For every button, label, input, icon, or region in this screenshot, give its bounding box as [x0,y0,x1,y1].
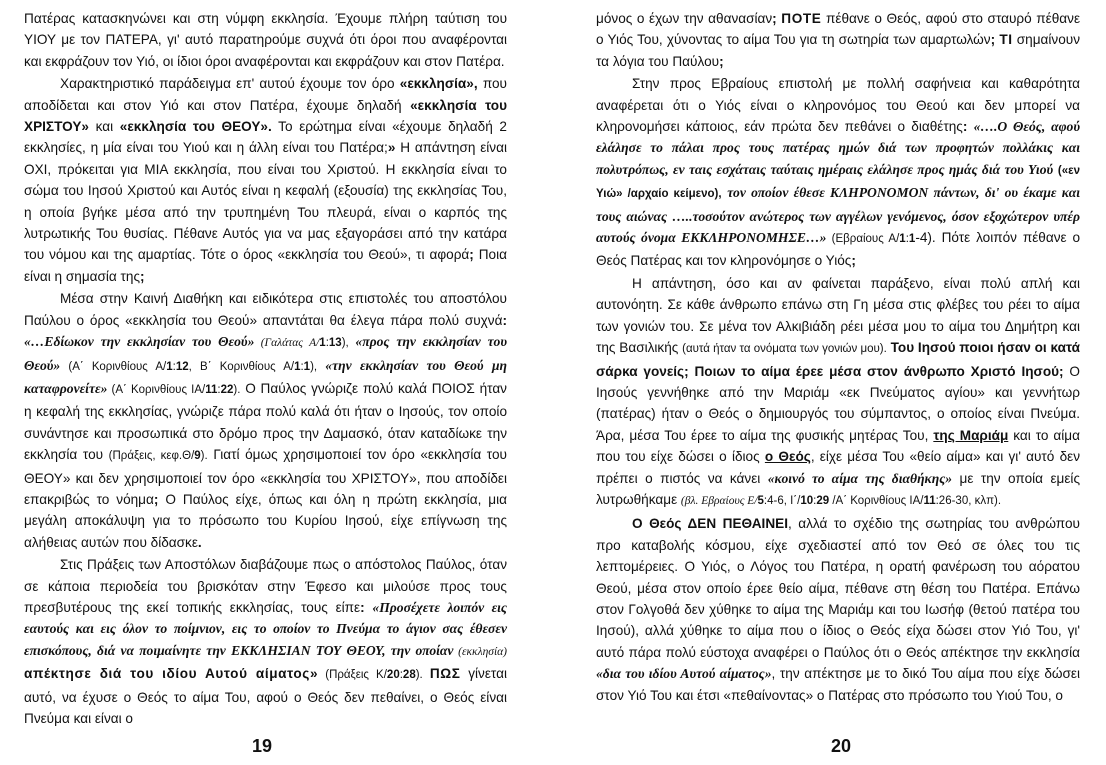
underlined-term: της Μαριάμ [933,427,1009,443]
text-run: μόνος ο έχων την αθανασίαν [596,11,773,26]
text-run: Ποια είναι η σημασία της [24,247,507,284]
text-run: Ο Παύλος είχε, όπως και όλη η πρώτη εκκλησία, μια μεγάλη αποκάλυψη για το πρόσωπο του Κυρίου Ιησού, είχε επίγνωση της αλήθειας αυτών που δίδασκε [24,491,507,550]
reference: ). [415,669,430,682]
reference-number: 22 [220,383,234,396]
reference: :26-30, κλπ). [935,494,1002,507]
reference-number: 28 [402,669,416,682]
bold-mark: ; [153,491,159,507]
reference: ). [200,450,208,463]
reference: : [399,669,403,682]
bold-mark: ; [772,11,777,26]
reference: : [325,337,329,350]
text-run: γίνεται αυτό, να έχυσε ο Θεός το αίμα Του, αφού ο Θεός δεν πεθαίνει, ο Θεός είναι Πνεύμα και είναι ο [24,666,507,726]
bold-question-word: ΠΟΤΕ [781,11,822,26]
scripture-quote-bold: απέκτησε διά του ιδίου Αυτού αίματος» [24,666,319,682]
text-run: Ο Παύλος γνώριζε πολύ καλά ΠΟΙΟΣ ήταν η κεφαλή της εκκλησίας, γνώριζε πάρα πολύ καλά ότι ήταν ο Ιησούς, τον οποίο συνάντησε και προσωπικά στο δρόμο προς την Δαμασκό, όταν καταδίωκε την εκκλησία του [24,380,507,463]
inline-note: (αυτά ήταν τα ονόματα των γονιών μου). [682,343,887,356]
text-run: με την οποία εμείς λυτρωθήκαμε [596,470,1081,507]
scripture-quote: «…Εδίωκον την εκκλησίαν του Θεού» [24,334,255,350]
bold-mark: ; [469,247,474,263]
page-number: 19 [251,736,273,756]
text-run: πέθανε ο Θεός, αφού στο σταυρό πέθανε ο Υιός Του, χύνοντας το αίμα Του για τη σωτηρία των αμαρτωλών [596,11,1081,48]
inline-note: («εν Υιώ» /αρχαίο κείμενο), [596,164,1081,201]
bold-question: Του Ιησού ποιοι ήσαν οι κατά σάρκα γονείς; Ποιων το αίμα έρεε μέσα στον άνθρωπο Χριστό Ιησού; [596,340,1080,379]
reference-number: 13 [328,337,342,350]
reference: (Πράξεις Κ/ [318,669,387,682]
bold-mark: » [387,140,396,156]
text-run: Μέσα στην Καινή Διαθήκη και ειδικότερα στις επιστολές του αποστόλου Παύλου ο όρος «εκκλησία του Θεού» απαντάται θα έλεγα πάρα πολύ συχνά [24,291,507,328]
paragraph-text: Πατέρας κατασκηνώνει και στη νύμφη εκκλησία. Έχουμε πλήρη ταύτιση του ΥΙΟΥ με τον ΠΑΤΕΡΑ, γι' αυτό παρατηρούμε συχνά ότι όροι που αναφέρονται και εκφράζουν τον Υιό, οι ίδιοι όροι αναφέρονται και εκφράζουν και στον Πατέρα. [24,11,507,69]
bold-term: «εκκλησία του ΧΡΙΣΤΟΥ» [24,97,507,135]
paragraph [596,73,1080,272]
paragraph [596,513,1080,706]
scripture-quote: «δια του ιδίου Αυτού αίματος» [596,666,772,682]
text-run: και [88,119,120,135]
underlined-term: ο Θεός [764,449,811,465]
reference: : [813,494,817,507]
scripture-quote: «προς την εκκλησίαν του Θεού» [24,334,507,373]
reference: ), [310,360,326,373]
paragraph [24,554,507,729]
reference-number: 20 [386,669,400,682]
reference: : [172,360,176,373]
text-run: , αλλά το σχέδιο της σωτηρίας του ανθρώπου προ καταβολής κόσμου, είχε σχεδιαστεί από τον Θεό σε όλες του τις λεπτομέρειες. Ο Υιός, ο Λόγος του Πατέρα, η ορατή φανέρωση του αόρατου Θεού, μέσα στον οποίο έρεε θείο αίμα, πέθανε στη θέση του Πατέρα. Επάνω στον Γολγοθά δεν χύθηκε το αίμα της Μαριάμ και του Ιωσήφ (θετού πατέρα του Ιησού), αλλά χύθηκε το αίμα που ο ίδιος ο Θεός είχα δώσει στον Υιό Του, γι' αυτό πάρα πολύ εύστοχα αναφέρει ο Παύλος ότι ο Θεός απέκτησε την εκκλησία [596,516,1080,660]
text-run: που αποδίδεται και στον Υιό και στον Πατέρα, έχουμε δηλαδή [24,76,507,113]
bold-term: «εκκλησία», [399,76,478,92]
reference-number: 1 [294,360,301,373]
text-run: Χαρακτηριστικό παράδειγμα επ' αυτού έχουμε τον όρο [60,76,400,92]
text-run: Το ερώτημα είναι «έχουμε δηλαδή 2 εκκλησίες, η μία είναι του Υιού και η άλλη είναι του Πατέρα; [24,119,507,156]
bold-mark: ; [851,253,856,269]
scripture-quote: «….Ο Θεός, αφού ελάλησε το πάλαι προς τους πατέρας ημών διά των προφητών πολλάκις και πολυτρόπως, εν ταις εσχάταις ταύταις ημέραις ελάλησε προς ημάς διά του Υιού [596,119,1080,177]
reference: ), [341,337,356,350]
reference: ). [233,383,241,396]
reference-number: 12 [175,360,189,373]
reference: /Α΄ Κορινθίους ΙΑ/ [829,494,924,507]
reference-number: 1 [166,360,173,373]
reference: (Α΄ Κορινθίους ΙΑ/ [107,383,206,396]
reference-number: 1 [899,233,906,246]
reference: (βλ. Εβραίους Ε/ [680,494,758,507]
text-run: Στις Πράξεις των Αποστόλων διαβάζουμε πως ο απόστολος Παύλος, όταν σε κάποια περιοδεία του βρισκόταν στην Έφεσο και μιλούσε προς τους πρεσβυτέρους της εκεί τοπικής εκκλησίας, τους είπε [24,557,507,615]
text-run: Ο Ιησούς γεννήθηκε από την Μαριάμ «εκ Πνεύματος αγίου» και γεννήτωρ (πατέρας) ήταν ο Θεός ο δημιουργός του σύμπαντος, ο οποίος είναι Πνεύμα. Άρα, μέσα Του έρεε το αίμα της φυσικής μητέρας Του, [596,363,1080,443]
reference: :4-6, Ι΄/ [763,494,801,507]
reference: , Β΄ Κορινθίους Α/ [188,360,295,373]
bold-mark: : [502,312,507,328]
paragraph [24,288,507,553]
reference-number: 5 [757,494,764,507]
bold-mark: ; [140,268,145,284]
text-run: -4). Πότε λοιπόν πέθανε ο Θεός Πατέρας και τον κληρονόμησε ο Υιός [596,230,1081,269]
reference: (Γαλάτας Α/ [254,337,320,350]
reference: : [905,233,909,246]
reference-number: 11 [923,494,936,507]
bold-term: «εκκλησία του ΘΕΟΥ». [119,119,272,135]
text-run: , την απέκτησε με το δικό Του αίμα που είχε δώσει στον Υιό Του και έτσι «πεθαίνοντας» ο Πατέρας στο πρόσωπο του Υιού Του, ο [596,666,1081,703]
scripture-quote: «κοινό το αίμα της διαθήκης» [767,470,953,486]
text-run: Η απάντηση είναι ΟΧΙ, πρόκειται για ΜΙΑ εκκλησία, που είναι του Χριστού. Η εκκλησία είναι το σώμα του Ιησού Χριστού και Αυτός είναι η κεφαλή (εξουσία) της εκκλησίας Του, η οποία βγήκε μέσα από την τρυπημένη Του πλευρά, είναι ο καρπός της λυτρωτικής Του θυσίας. Πέθανε Αυτός για να μας εξαγοράσει από την κατάρα του νόμου και της αμαρτίας. Τότε ο όρος «εκκλησία του Θεού», τι αφορά [24,140,507,263]
paragraph [596,273,1080,512]
reference: (Α΄ Κορινθίους Α/ [60,360,167,373]
right-page [596,8,1080,765]
text-run: , είχε μέσα Του «θείο αίμα» και γι' αυτό δεν πρέπει ο πιστός να κάνει [596,449,1081,486]
reference-number: 9 [194,450,201,463]
reference-number: 29 [816,494,830,507]
paragraph [24,73,507,287]
bold-mark: : [962,119,968,135]
page-number: 20 [830,736,852,756]
text-run: και το αίμα που του είχε δώσει ο ίδιος [596,427,1081,465]
paragraph [24,8,507,72]
bold-mark: : [360,599,365,615]
reference: (Πράξεις, κεφ.Θ/ [108,450,195,463]
paragraph [596,8,1080,72]
reference-number: 1 [319,337,326,350]
reference: (Εβραίους Α/ [826,233,900,246]
text-run: Γιατί όμως χρησιμοποιεί τον όρο «εκκλησία του ΘΕΟΥ» και δεν χρησιμοποιεί τον όρο «εκκλησία του ΧΡΙΣΤΟΥ», που αποδίδει επακριβώς το νόημα [24,447,507,507]
bold-mark: . [197,534,202,550]
bold-statement: Ο Θεός ΔΕΝ ΠΕΘΑΙΝΕΙ [632,516,788,532]
bold-question-word: ΠΩΣ [429,666,461,682]
bold-mark: ; [719,53,724,69]
reference: : [300,360,304,373]
left-page [24,8,507,765]
text-run: Στην προς Εβραίους επιστολή με πολλή σαφήνεια και καθαρότητα αναφέρεται ότι ο Υιός είναι ο κληρονόμος του Θεού και δεν μπορεί να κληρονομήσει κάποιος, εάν πρώτα δεν πεθάνει ο διαθέτης [596,76,1080,135]
text-run: Η απάντηση, όσο και αν φαίνεται παράξενο, είναι πολύ απλή και αυτονόητη. Σε κάθε άνθρωπο επάνω στη Γη μέσα στις φλέβες του ρέει το αίμα των γονιών του. Σε μένα τον Αλκιβιάδη ρέει μέσα μου το αίμα του Δημήτρη και της Βασιλικής [596,275,1080,356]
reference-number: 11 [205,383,218,396]
reference-number: 1 [908,233,916,246]
bold-mark: ; [990,32,996,48]
text-run: σημαίνουν τα λόγια του Παύλου [596,32,1081,69]
reference: : [217,383,221,396]
reference-number: 10 [800,494,814,507]
scripture-quote: «την εκκλησίαν του Θεού μη καταφρονείτε» [24,357,507,396]
bold-question-word: ΤΙ [999,32,1013,48]
reference-number: 1 [303,360,311,373]
scripture-quote: «Προσέχετε λοιπόν εις εαυτούς και εις όλον το ποίμνιον, εις το οποίον το Πνεύμα το άγιον σας έθεσεν επισκόπους, διά να ποιμαίνητε την ΕΚΚΛΗΣΙΑΝ ΤΟΥ ΘΕΟΥ, την οποίαν [24,599,507,658]
scripture-quote: τον οποίον έθεσε ΚΛΗΡΟΝΟΜΟΝ πάντων, δι' ου έκαμε και τους αιώνας …..τοσούτον ανώτερος των αγγέλων γενόμενος, όσον εξοχώτερον υπέρ αυτούς όνομα ΕΚΚΛΗΡΟΝΟΜΗΣΕ…» [596,185,1081,246]
inline-note: (εκκλησία) [453,645,508,658]
